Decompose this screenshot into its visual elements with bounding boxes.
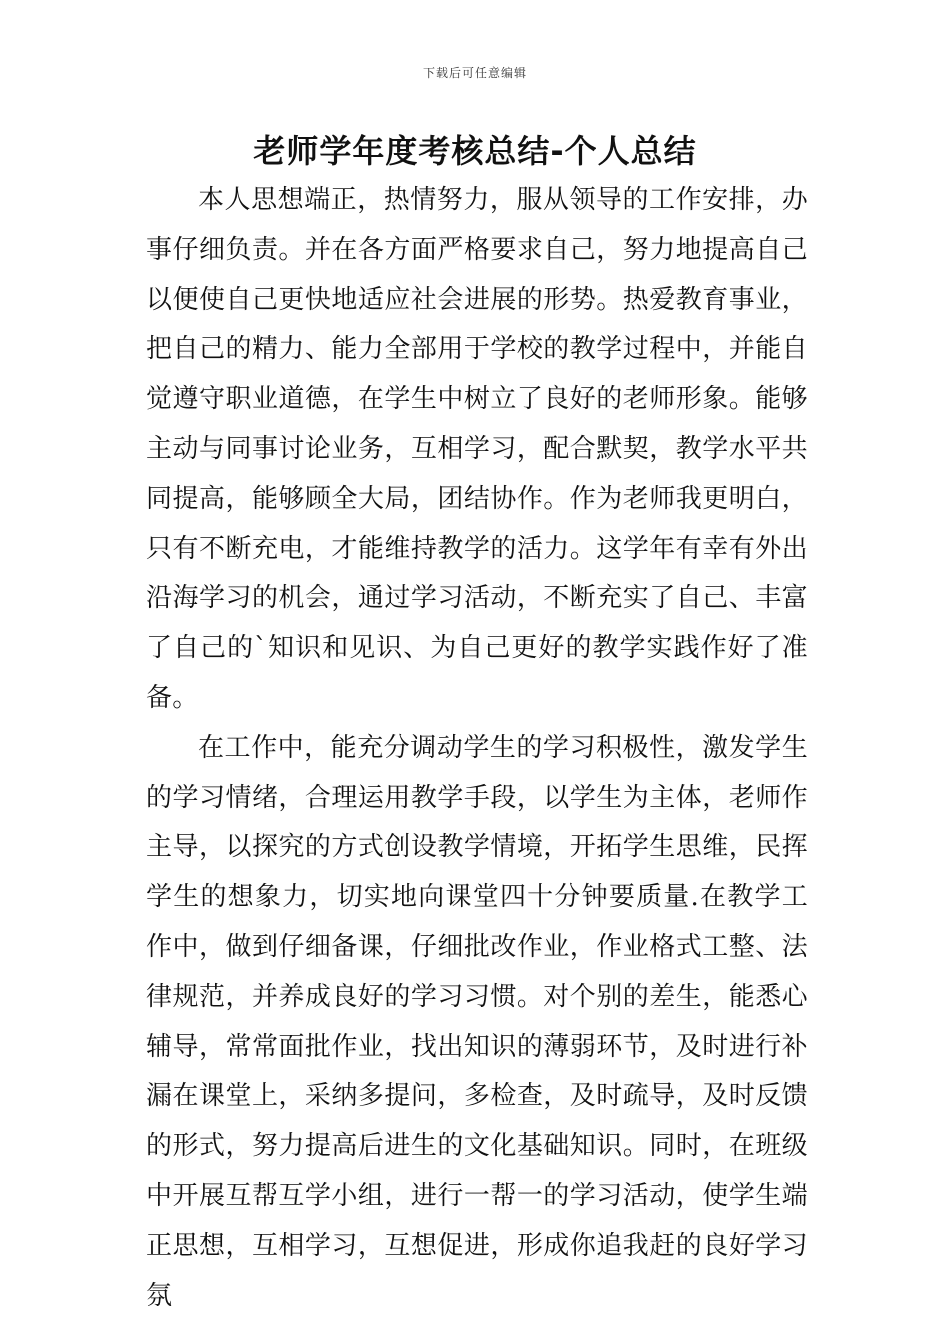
document-body <box>146 176 808 1321</box>
paragraph-2: 在工作中，能充分调动学生的学习积极性，激发学生的学习情绪，合理运用教学手段，以学生为主体，老师作主导，以探究的方式创设教学情境，开拓学生思维，民挥学生的想象力，切实地向课堂四十分钟要质量.在教学工作中，做到仔细备课，仔细批改作业，作业格式工整、法律规范，并养成良好的学习习惯。对个别的差生，能悉心辅导，常常面批作业，找出知识的薄弱环节，及时进行补漏在课堂上，采纳多提问，多检查，及时疏导，及时反馈的形式，努力提高后进生的文化基础知识。同时，在班级中开展互帮互学小组，进行一帮一的学习活动，使学生端正思想，互相学习，互想促进，形成你追我赶的良好学习氛 <box>146 732 808 1311</box>
paragraph-1: 本人思想端正，热情努力，服从领导的工作安排，办事仔细负责。并在各方面严格要求自己，努力地提高自己以便使自己更快地适应社会进展的形势。热爱教育事业，把自己的精力、能力全部用于学校的教学过程中，并能自觉遵守职业道德，在学生中树立了良好的老师形象。能够主动与同事讨论业务，互相学习，配合默契，教学水平共同提高，能够顾全大局，团结协作。作为老师我更明白，只有不断充电，才能维持教学的活力。这学年有幸有外出沿海学习的机会，通过学习活动，不断充实了自己、丰富了自己的`知识和见识、为自己更好的教学实践作好了准备。 <box>146 185 808 713</box>
document-title: 老师学年度考核总结-个人总结 <box>253 132 697 170</box>
header-note: 下载后可任意编辑 <box>422 66 527 80</box>
